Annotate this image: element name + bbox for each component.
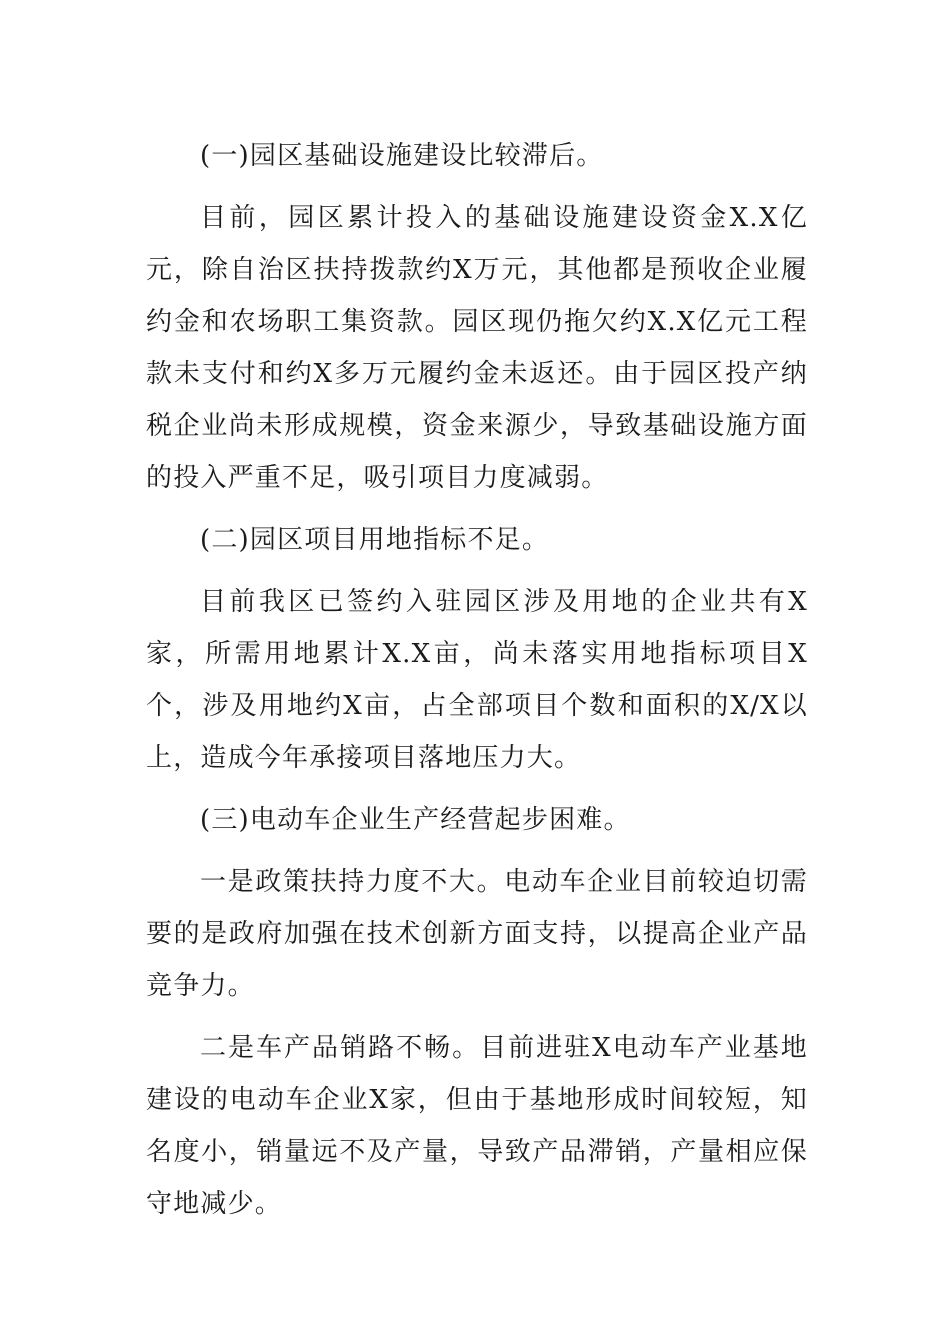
section-1-paragraph-1: 目前，园区累计投入的基础设施建设资金X.X亿元，除自治区扶持拨款约X万元，其他都是预收企业履约金和农场职工集资款。园区现仍拖欠约X.X亿元工程款未支付和约X多万元履约金未返还。由于园区投产纳税企业尚未形成规模，资金来源少，导致基础设施方面的投入严重不足，吸引项目力度减弱。 xyxy=(146,203,808,493)
section-heading-1: (一)园区基础设施建设比较滞后。 xyxy=(200,141,604,171)
spacer xyxy=(146,182,808,192)
section-3-paragraph-1: 一是政策扶持力度不大。电动车企业目前较迫切需要的是政府加强在技术创新方面支持，以提高企业产品竞争力。 xyxy=(146,867,808,1001)
spacer xyxy=(146,846,808,856)
spacer xyxy=(146,784,808,794)
spacer xyxy=(146,1012,808,1022)
section-heading-2: (二)园区项目用地指标不足。 xyxy=(200,525,550,555)
spacer xyxy=(146,504,808,514)
spacer xyxy=(146,566,808,576)
section-2-paragraph-1: 目前我区已签约入驻园区涉及用地的企业共有X家，所需用地累计X.X亩，尚未落实用地指标项目X个，涉及用地约X亩，占全部项目个数和面积的X/X以上，造成今年承接项目落地压力大。 xyxy=(146,587,808,773)
section-3-paragraph-2: 二是车产品销路不畅。目前进驻X电动车产业基地建设的电动车企业X家，但由于基地形成时间较短，知名度小，销量远不及产量，导致产品滞销，产量相应保守地减少。 xyxy=(146,1033,808,1219)
section-heading-3: (三)电动车企业生产经营起步困难。 xyxy=(200,805,631,835)
document-body xyxy=(146,130,808,1230)
